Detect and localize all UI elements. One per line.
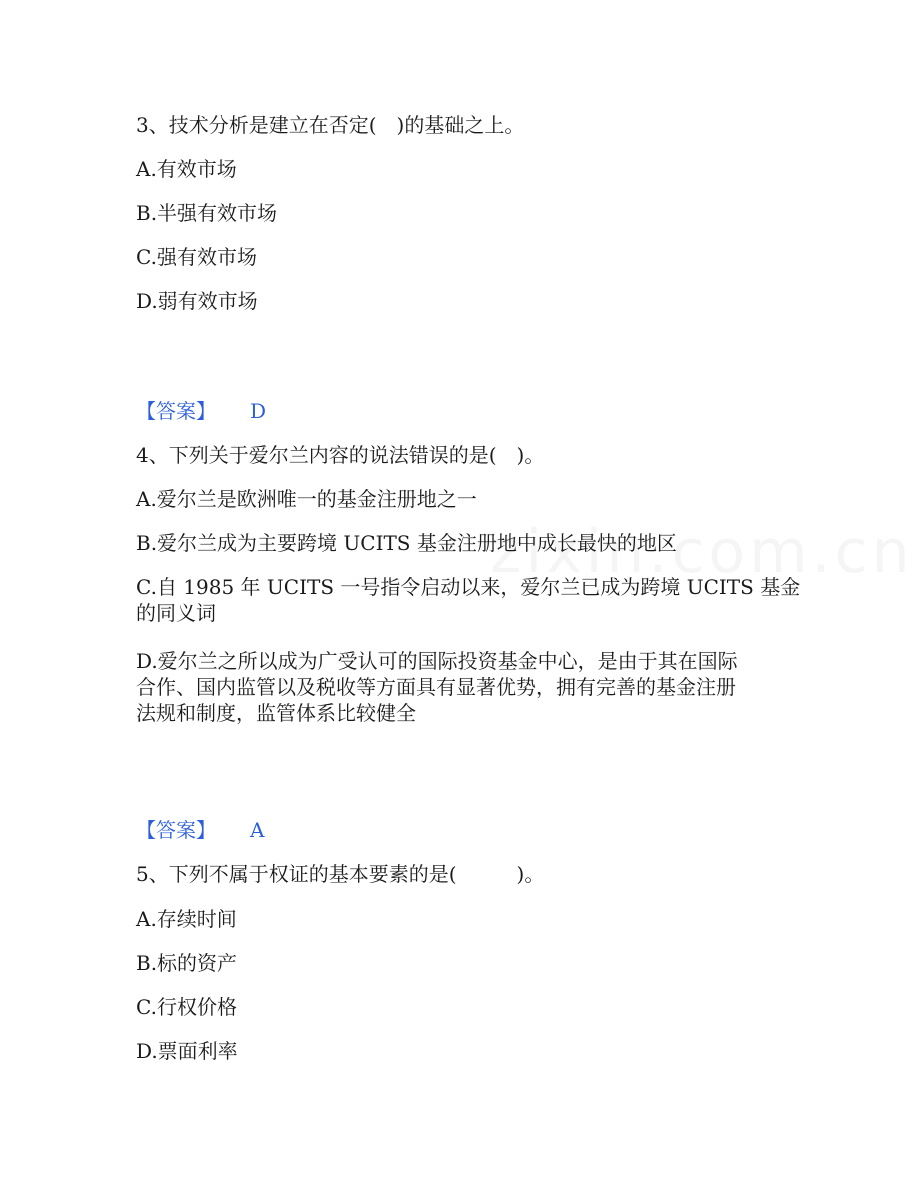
question-3-answer — [136, 398, 796, 424]
answer-value: A — [250, 818, 265, 842]
answer-label: 【答案】 — [136, 818, 216, 842]
question-4-option-d — [136, 648, 796, 726]
question-5-option-a: A.存续时间 — [136, 907, 237, 931]
option-d-line-1: D.爱尔兰之所以成为广受认可的国际投资基金中心，是由于其在国际 — [136, 649, 738, 673]
question-5-option-c: C.行权价格 — [136, 995, 237, 1019]
question-4-option-c — [136, 574, 801, 626]
question-3-option-c: C.强有效市场 — [136, 245, 257, 269]
question-3-stem: 3、技术分析是建立在否定( )的基础之上。 — [136, 113, 525, 137]
question-4-option-b: B.爱尔兰成为主要跨境 UCITS 基金注册地中成长最快的地区 — [136, 531, 677, 555]
question-3-option-d: D.弱有效市场 — [136, 289, 258, 313]
answer-label: 【答案】 — [136, 399, 216, 423]
answer-value: D — [250, 399, 267, 423]
question-5-stem: 5、下列不属于权证的基本要素的是( )。 — [136, 862, 545, 886]
question-5-option-d: D.票面利率 — [136, 1039, 238, 1063]
question-4-stem: 4、下列关于爱尔兰内容的说法错误的是( )。 — [136, 443, 545, 467]
question-4-option-a: A.爱尔兰是欧洲唯一的基金注册地之一 — [136, 487, 477, 511]
option-d-line-2: 合作、国内监管以及税收等方面具有显著优势，拥有完善的基金注册 — [136, 675, 736, 699]
question-4-answer — [136, 817, 796, 843]
option-c-line-1: C.自 1985 年 UCITS 一号指令启动以来，爱尔兰已成为跨境 UCITS 基金 — [136, 575, 801, 599]
question-3-option-a: A.有效市场 — [136, 157, 237, 181]
question-5-option-b: B.标的资产 — [136, 951, 238, 975]
option-d-line-3: 法规和制度，监管体系比较健全 — [136, 701, 416, 725]
question-3-option-b: B.半强有效市场 — [136, 201, 278, 225]
option-c-line-2: 的同义词 — [136, 601, 216, 625]
